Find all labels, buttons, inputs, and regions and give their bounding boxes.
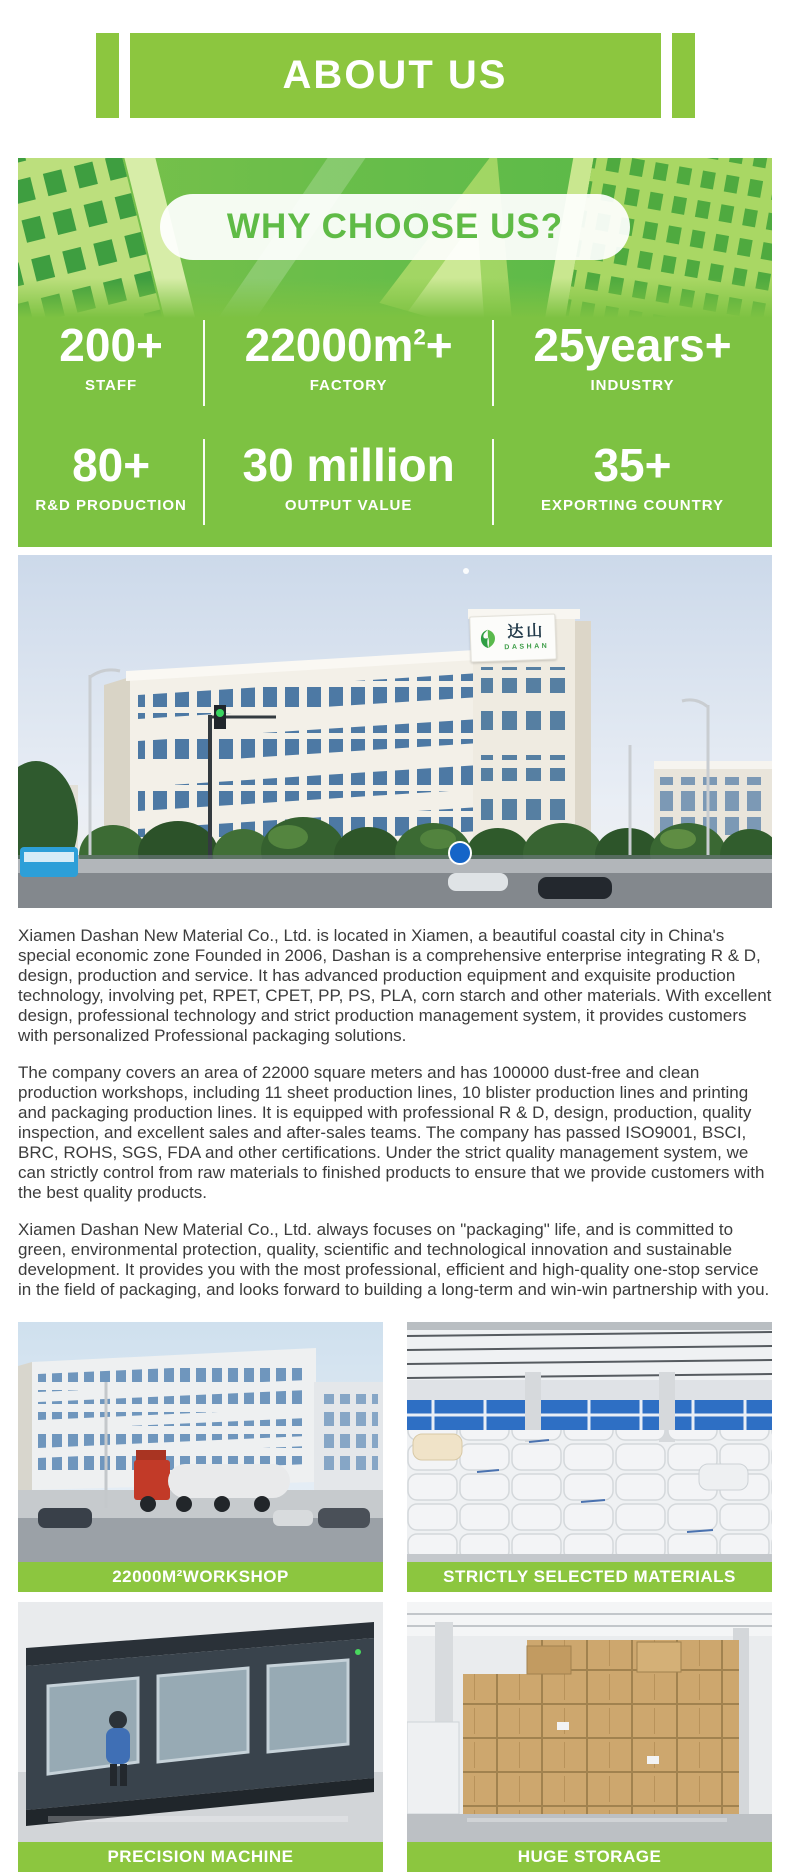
stat-staff — [18, 308, 204, 428]
facility-photo-workshop — [18, 1322, 383, 1592]
stat-value-text: 200 — [59, 319, 137, 371]
storage-photo — [407, 1602, 772, 1842]
stat-label: R&D PRODUCTION — [35, 496, 187, 514]
bag-stacks — [407, 1430, 772, 1554]
why-choose-us-section — [18, 158, 772, 547]
stat-value-text: 30 million — [242, 438, 455, 491]
stat-value-sup: 2 — [413, 324, 426, 350]
facility-photo-materials — [407, 1322, 772, 1592]
stat-factory — [204, 308, 493, 428]
photo-caption-materials: STRICTLY SELECTED MATERIALS — [407, 1562, 772, 1592]
stat-value — [72, 438, 151, 491]
stat-label: FACTORY — [309, 377, 388, 394]
dashan-logo-english: DASHAN — [504, 642, 550, 652]
workshop-photo-scene — [18, 1322, 383, 1562]
stat-value-text: 80 — [72, 438, 124, 491]
banner-right-accent — [672, 33, 695, 118]
banner-left-accent — [96, 33, 119, 118]
storage-photo-scene — [407, 1602, 772, 1842]
materials-photo-scene — [407, 1322, 772, 1562]
why-choose-us-pill — [160, 194, 630, 260]
dashan-logo-sign — [469, 614, 557, 663]
road-sign-icon — [449, 842, 471, 864]
stat-label: EXPORTING COUNTRY — [540, 496, 725, 514]
stat-value — [244, 319, 453, 371]
facility-photo-grid — [18, 1322, 772, 1872]
facility-photo-storage — [407, 1602, 772, 1872]
stat-value-suffix: + — [704, 319, 732, 371]
stat-label: INDUSTRY — [590, 377, 675, 394]
stat-value-text: 35 — [593, 438, 645, 491]
stat-value-suffix: + — [425, 319, 453, 371]
about-paragraph-1: Xiamen Dashan New Material Co., Ltd. is located in Xiamen, a beautiful coastal city in China's special economic zone Founded in 2006, Dashan is a comprehensive enterprise integrating R & D, design, production and service. It has advanced production equipment and exquisite production technology, involving pet, RPET, CPET, PP, PS, PLA, corn starch and other materials. With excellent design, professional technology and strict production management system, it provides customers with personalized Professional packaging solutions. — [18, 926, 772, 1045]
dashan-logo-text — [504, 624, 550, 652]
box-stacks — [463, 1640, 739, 1814]
dashan-logo-chinese: 达山 — [506, 622, 546, 642]
company-stats — [18, 308, 772, 547]
stat-value-suffix: + — [644, 438, 672, 491]
stat-label: OUTPUT VALUE — [284, 496, 413, 514]
building-photo-scene — [18, 555, 772, 908]
company-building-photo — [18, 555, 772, 908]
stat-label: STAFF — [85, 377, 138, 394]
materials-photo — [407, 1322, 772, 1562]
stat-value — [59, 319, 163, 371]
stat-value-suffix: + — [136, 319, 163, 371]
stat-value-text: 22000m — [244, 319, 414, 371]
workshop-photo — [18, 1322, 383, 1562]
about-paragraph-3: Xiamen Dashan New Material Co., Ltd. always focuses on "packaging" life, and is committed to green, environmental protection, quality, scientific and technological innovation and sustainable development. It provides you with the most professional, efficient and high-quality one-stop service in the field of packaging, and looks forward to building a long-term and win-win partnership with you. — [18, 1220, 770, 1299]
stat-rd-production — [18, 428, 204, 548]
stat-value — [533, 319, 732, 371]
stat-industry — [493, 308, 772, 428]
photo-caption-storage: HUGE STORAGE — [407, 1842, 772, 1872]
photo-caption-machine: PRECISION MACHINE — [18, 1842, 383, 1872]
facility-photo-machine — [18, 1602, 383, 1872]
stat-value — [242, 438, 455, 491]
why-choose-us-text: WHY CHOOSE US? — [226, 207, 564, 246]
stat-value — [593, 438, 672, 491]
about-paragraph-2: The company covers an area of 22000 square meters and has 100000 dust-free and clean production workshops, including 11 sheet production lines, 10 blister production lines and printing and packaging production lines. It is equipped with professional R & D, design, production, quality inspection, and excellent sales and after-sales teams. The company has passed ISO9001, BSCI, BRC, ROHS, SGS, FDA and other certifications. Under the strict quality management system, we can strictly control from raw materials to finished products to ensure that we provide customers with the best quality products. — [18, 1063, 765, 1202]
page-title: ABOUT US — [282, 53, 508, 97]
company-description — [18, 926, 772, 1317]
stat-value-suffix: + — [123, 438, 151, 491]
photo-caption-workshop: 22000M²WORKSHOP — [18, 1562, 383, 1592]
stat-value-text: 25years — [533, 319, 705, 371]
about-title-bar — [130, 33, 661, 118]
stat-exporting-country — [493, 428, 772, 548]
machine-photo-scene — [18, 1602, 383, 1842]
about-banner — [0, 33, 790, 118]
stat-output-value — [204, 428, 493, 548]
dashan-leaf-icon — [477, 627, 500, 650]
machine-photo — [18, 1602, 383, 1842]
